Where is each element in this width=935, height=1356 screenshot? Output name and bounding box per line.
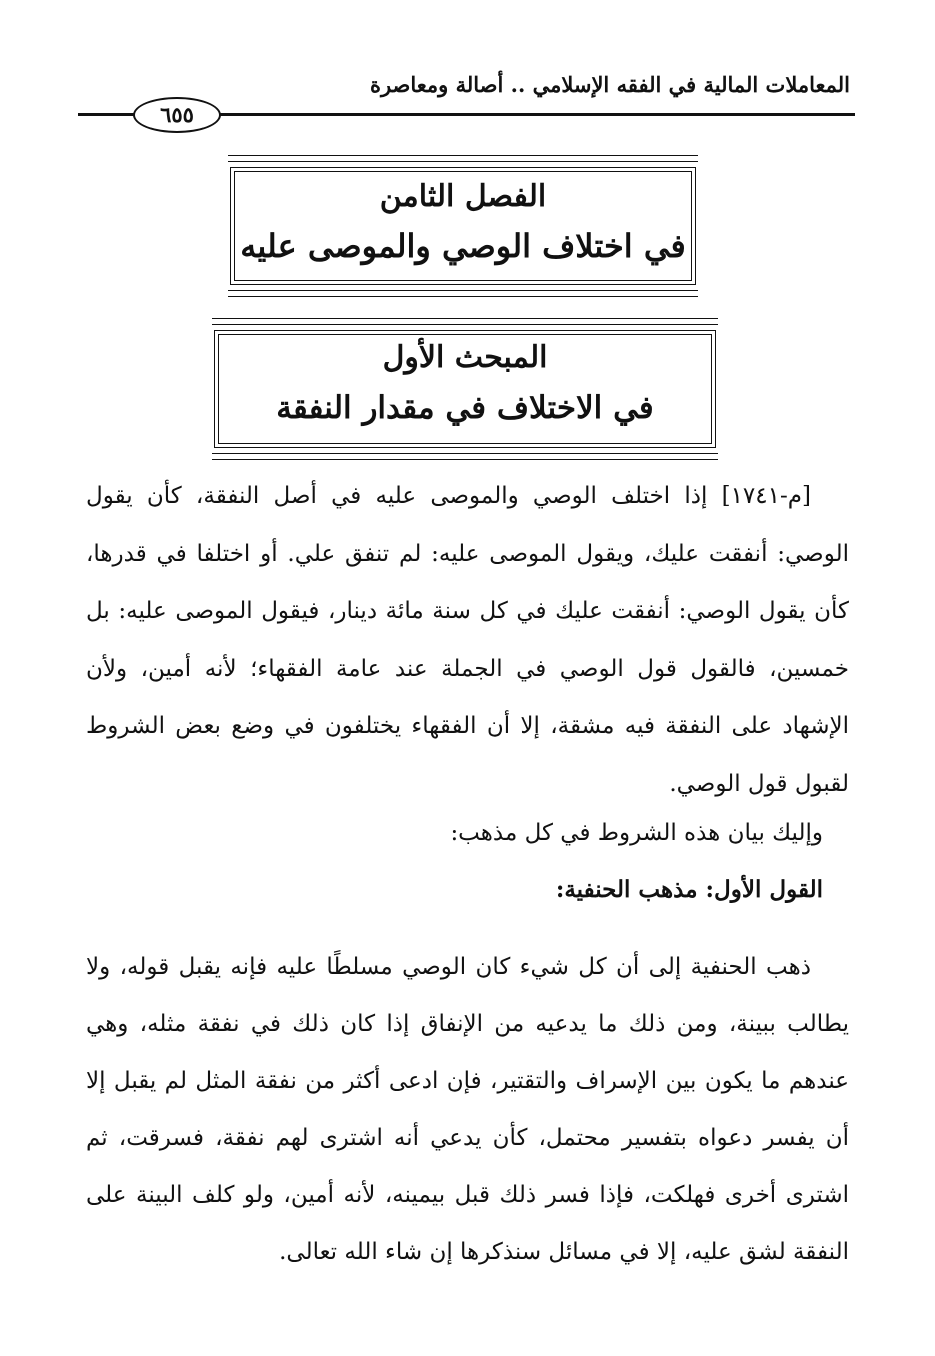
chapter-title-frame xyxy=(228,155,698,297)
frame-bottom-rule xyxy=(228,290,698,297)
frame-top-rule xyxy=(228,155,698,162)
intro-line: وإليك بيان هذه الشروط في كل مذهب: xyxy=(450,820,823,846)
running-header: المعاملات المالية في الفقه الإسلامي .. أصالة ومعاصرة xyxy=(369,72,850,97)
chapter-subtitle: في اختلاف الوصي والموصى عليه xyxy=(240,227,686,265)
section-title: المبحث الأول xyxy=(382,340,548,375)
body-paragraph-1 xyxy=(86,468,849,813)
body-paragraph-2 xyxy=(86,939,849,1281)
section-subtitle: في الاختلاف في مقدار النفقة xyxy=(276,390,654,426)
chapter-title: الفصل الثامن xyxy=(379,179,547,214)
frame-bottom-rule xyxy=(212,453,718,460)
section-title-frame xyxy=(212,318,718,460)
paragraph-text: [م-١٧٤١] إذا اختلف الوصي والموصى عليه في أصل النفقة، كأن يقول الوصي: أنفقت عليك، ويقول الموصى عليه: لم تنفق علي. أو اختلفا في قدرها، كأن يقول الوصي: أنفقت عليك في كل سنة مائة دينار، فيقول الموصى عليه: بل خمسين، فالقول قول الوصي في الجملة عند عامة الفقهاء؛ لأنه أمين، ولأن الإشهاد على النفقة فيه مشقة، إلا أن الفقهاء يختلفون في وضع بعض الشروط لقبول قول الوصي. xyxy=(86,483,849,797)
subheading-hanafi: القول الأول: مذهب الحنفية: xyxy=(555,876,823,903)
page-number: ٦٥٥ xyxy=(133,97,221,133)
frame-top-rule xyxy=(212,318,718,325)
paragraph-text: ذهب الحنفية إلى أن كل شيء كان الوصي مسلطًا عليه فإنه يقبل قوله، ولا يطالب ببينة، ومن ذلك ما يدعيه من الإنفاق إذا كان ذلك في نفقة مثله، وهي عندهم ما يكون بين الإسراف والتقتير، فإن ادعى أكثر من نفقة المثل لم يقبل إلا أن يفسر دعواه بتفسير محتمل، كأن يدعي أنه اشترى لهم نفقة، فسرقت، ثم اشترى أخرى فهلكت، فإذا فسر ذلك قبل بيمينه، لأنه أمين، ولو كلف البينة على النفقة لشق عليه، إلا في مسائل سنذكرها إن شاء الله تعالى. xyxy=(86,954,849,1265)
